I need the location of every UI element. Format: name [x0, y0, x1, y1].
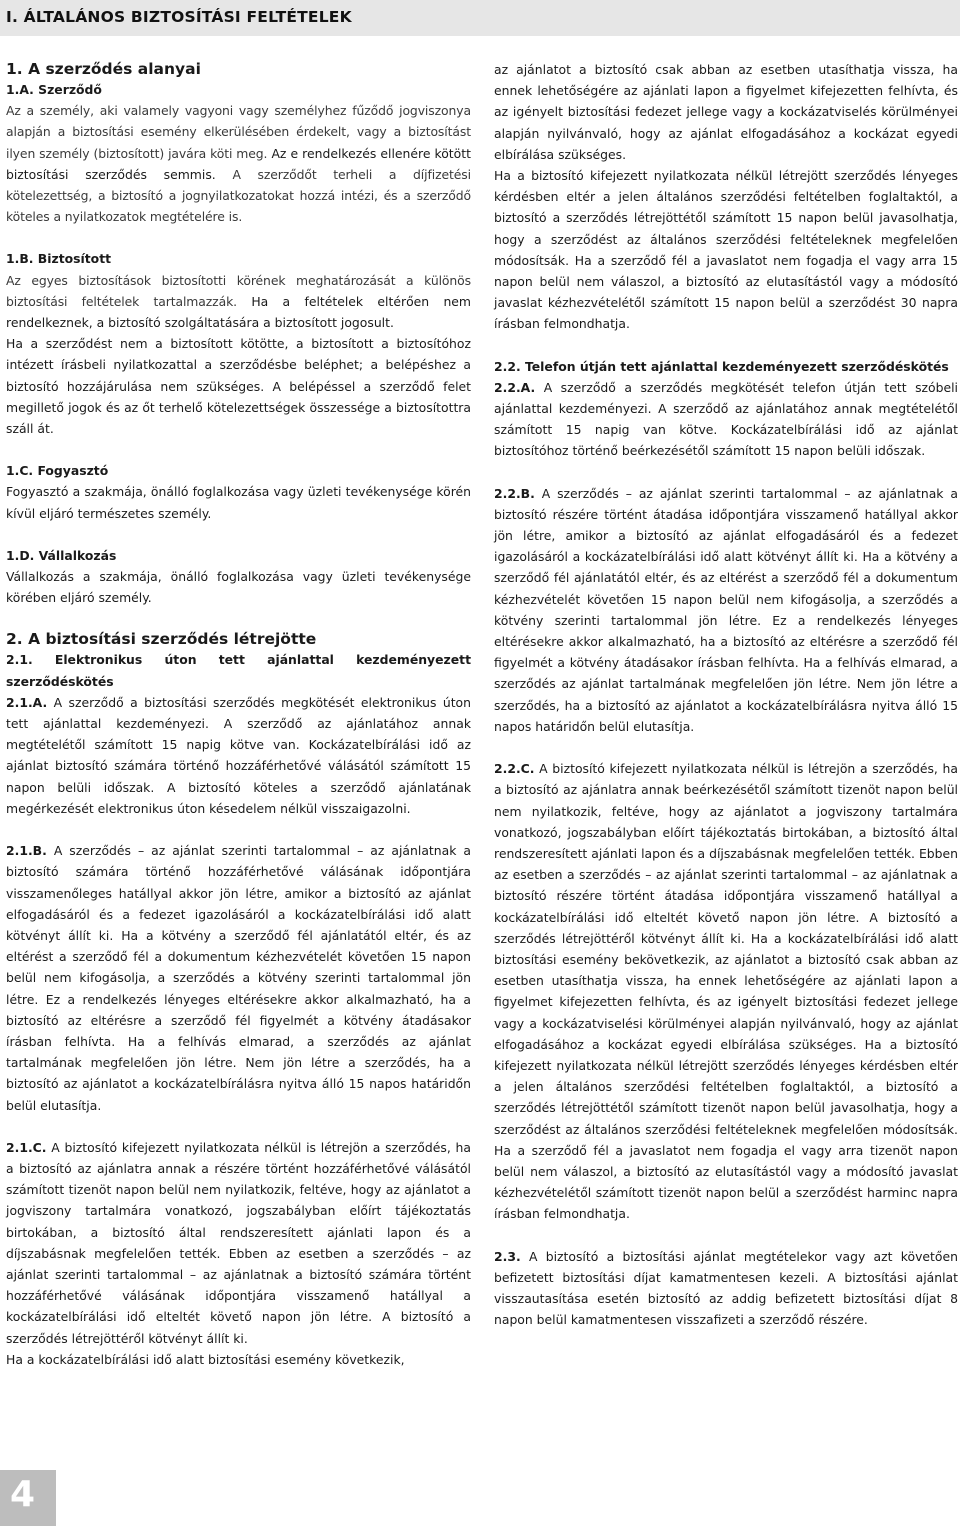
- heading-1d: 1.D. Vállalkozás: [6, 547, 117, 563]
- heading-2: 2. A biztosítási szerződés létrejötte: [6, 630, 317, 649]
- paragraph-2-3: 2.3. A biztosító a biztosítási ajánlat megtételekor vagy azt követően befizetett biztosítási díjat kamatmentesen kezeli. A biztosítási ajánlat visszautasítása esetén biztosító az addig befizetett biztosítási díjat 8 napon belül kamatmentesen visszafizeti a szerződő részére.: [494, 1248, 958, 1328]
- heading-1a: 1.A. Szerződő: [6, 82, 102, 97]
- paragraph-1b-2: Ha a szerződést nem a biztosított kötötte, a biztosított a biztosítóhoz intézett írásbeli nyilatkozattal a szerződésbe beléphet; a belépéshez a biztosító hozzájárulása nem szükséges. A belépéssel a szerződő felet megillető jogok és az őt terhelő kötelezettségek összessége a biztosítottra száll át.: [6, 336, 471, 437]
- paragraph-1c: Fogyasztó a szakmája, önálló foglalkozása vagy üzleti tevékenysége körén kívül eljáró természetes személy.: [6, 484, 471, 521]
- heading-2-2: 2.2. Telefon útján tett ajánlattal kezdeményezett szerződéskötés: [494, 358, 949, 374]
- page-number: 4: [10, 1474, 36, 1515]
- paragraph-2-1-c: 2.1.C. A biztosító kifejezett nyilatkozata nélkül is létrejön a szerződés, ha a biztosító az ajánlatra annak a részére történt hozzáférhetővé válásától számított tizenöt napon belül nem nyilatkozik, feltéve, hogy az ajánlatot a jogviszony tartalmára vonatkozó, jogszabályban előírt tájékoztatás birtokában, a biztosító által rendszeresített ajánlati lapon és a díjszabásnak megfelelően tették. Ebben az esetben a szerződés – az ajánlat szerinti tartalommal – az ajánlatnak a biztosító számára történt hozzáférhetővé válásának időpontjára visszamenő hatállyal a kockázatelbírálási idő elteltét követő napon jön létre. A biztosító a szerződés létrejöttéről kötvényt állít ki.: [6, 1139, 471, 1346]
- paragraph-2-2-a: 2.2.A. A szerződő a szerződés megkötését telefon útján tett szóbeli ajánlattal kezdeményezi. A szerződő az ajánlatához annak megtételétől számított 15 napig van kötve. Kockázatelbírálási idő az ajánlat biztosítóhoz történő beérkezésétől számított 15 napon belüli időszak.: [494, 379, 958, 459]
- heading-2-1: 2.1. Elektronikus úton tett ajánlattal kezdeményezett szerződéskötés: [6, 652, 471, 689]
- paragraph-2-1-a: 2.1.A. A szerződő a biztosítási szerződés megkötését elektronikus úton tett ajánlattal kezdeményezi. A szerződő az ajánlatához annak megtételétől számított 15 napig kötve van. Kockázatelbírálási idő az ajánlat biztosító számára történő hozzáférhetővé válásától számított 15 napon belüli időszak. A biztosító köteles a szerződő ajánlatának megérkezését elektronikus úton késedelem nélkül visszaigazolni.: [6, 694, 471, 816]
- paragraph-2-2-c: 2.2.C. A biztosító kifejezett nyilatkozata nélkül is létrejön a szerződés, ha a biztosító az ajánlatra annak beérkezésétől számított tizenöt napon belül nem nyilatkozik, feltéve, hogy az ajánlatot a jogviszony tartalmára vonatkozó, jogszabályban előírt tájékoztatás birtokában, a biztosító által rendszeresített ajánlati lapon és a díjszabásnak megfelelően tették. Ebben az esetben a szerződés – az ajánlat szerinti tartalommal – az ajánlatnak a biztosító részére történt átadása időpontjára visszamenő hatállyal a kockázatelbírálási idő elteltét követő napon jön létre. A biztosító a szerződés létrejöttéről kötvényt állít ki. Ha a kockázatelbírálási idő alatt biztosítási esemény bekövetkezik, az ajánlatot a biztosító csak abban az esetben utasíthatja vissza, ha ennek lehetőségére az ajánlati lapon a figyelmet kifejezetten felhívta, és az igényelt biztosítási fedezet jellege vagy a kockázatviselési körülményei alapján nyilvánvaló, hogy az ajánlat elfogadásához a kockázat egyedi elbírálása szükséges. Ha a biztosító kifejezett nyilatkozata nélkül létrejött szerződés lényeges kérdésben eltér a jelen általános szerződési feltételben foglaltaktól, a biztosító a szerződés létrejöttétől számított tizenöt napon belül javasolhatja, hogy a szerződést az általános szerződési feltételeknek megfelelően módosítsák. Ha a szerződő fél a javaslatot nem fogadja el vagy arra tizenöt napon belül nem válaszol, a biztosító az elutasítástól vagy a módosító javaslat kézhezvételétől számított tizenöt napon belül a szerződést harminc napra írásban felmondhatja.: [494, 761, 958, 1222]
- paragraph-2-1-b: 2.1.B. A szerződés – az ajánlat szerinti tartalommal – az ajánlatnak a biztosító számára történő hozzáférhetővé válásának időpontjára visszamenőleges hatállyal akkor jön létre, amikor a biztosító az ajánlat elfogadásáról és a fedezet igazolásáról a kockázatelbírálási idő alatt kötvényt állít ki. Ha a kötvény a szerződő fél ajánlatától eltér, és az eltérést a szerződő fél a dokumentum kézhezvételét követően 15 napon belül nem kifogásolja, a szerződés a kötvény szerinti tartalommal jön létre. Ez a rendelkezés lényeges eltérésekre akkor alkalmazható, ha a biztosító az eltérésre a szerződő fél figyelmét a kötvény átadásakor írásban felhívta. Ha a felhívás elmarad, a szerződés az ajánlat tartalmának megfelelően jön létre. Nem jön létre a szerződés, ha a biztosító az ajánlatot a kockázatelbírálásra nyitva álló 15 napos határidőn belül elutasítja.: [6, 843, 471, 1113]
- paragraph-2-2-b: 2.2.B. A szerződés – az ajánlat szerinti tartalommal – az ajánlatnak a biztosító részére történt átadása időpontjára visszamenő hatállyal akkor jön létre, amikor a biztosító az ajánlat elfogadásáról és a fedezet igazolásáról a kockázatelbírálási idő alatt kötvényt állít ki. Ha a kötvény a szerződő fél ajánlatától eltér, és az eltérést a szerződő fél a dokumentum kézhezvételét követően 15 napon belül nem kifogásolja, a szerződés a kötvény szerinti tartalommal jön létre. Ez a rendelkezés lényeges eltérésekre akkor alkalmazható, ha a biztosító az eltérésre a szerződő fél figyelmét a kötvény átadásakor írásban felhívta. Ha a felhívás elmarad, a szerződés az ajánlat tartalmának megfelelően jön létre. Nem jön létre a szerződés, ha a biztosító az ajánlatot a kockázatelbírálásra nyitva álló 15 napos határidőn belül elutasítja.: [494, 485, 958, 734]
- paragraph-1b: Az egyes biztosítások biztosítotti körének meghatározását a különös biztosítási feltételek tartalmazzák. Ha a feltételek eltérően nem rendelkeznek, a biztosító szolgáltatására a biztosított jogosult.: [6, 272, 471, 331]
- paragraph-continued: az ajánlatot a biztosító csak abban az esetben utasíthatja vissza, ha ennek lehetőségére az ajánlati lapon a figyelmet kifejezetten felhívta, és az igényelt biztosítási fedezet jellege vagy a kockázatviselés körülményei alapján nyilvánvaló, hogy az ajánlat elfogadásához a kockázat egyedi elbírálása szükséges.: [494, 62, 958, 162]
- section-header-bar: [0, 0, 960, 36]
- section-title: I. ÁLTALÁNOS BIZTOSÍTÁSI FELTÉTELEK: [6, 8, 352, 26]
- paragraph-1a: Az a személy, aki valamely vagyoni vagy személyhez fűződő jogviszonya alapján a biztosítási esemény elkerülésében érdekelt, vagy a biztosítást ilyen személy (biztosított) javára köti meg. Az e rendelkezés ellenére kötött biztosítási szerződés semmis. A szerződőt terheli a díjfizetési kötelezettség, a biztosító a jognyilatkozatokat hozzá intézi, és a szerződő köteles a nyilatkozatok megtételére is.: [6, 103, 471, 225]
- page-number-badge: [0, 1470, 56, 1526]
- heading-1b: 1.B. Biztosított: [6, 251, 112, 267]
- paragraph-1d: Vállalkozás a szakmája, önálló foglalkozása vagy üzleti tevékenysége körében eljáró személy.: [6, 569, 471, 606]
- paragraph-modification: Ha a biztosító kifejezett nyilatkozata nélkül létrejött szerződés lényeges kérdésben eltér a jelen általános szerződési feltételben foglaltaktól, a biztosító a szerződés létrejöttétől számított 15 napon belül javasolhatja, hogy a szerződést az általános szerződési feltételeknek megfelelően módosítsák. Ha a szerződő fél a javaslatot nem fogadja el vagy arra 15 napon belül nem válaszol, a biztosító az elutasítástól vagy a módosító javaslat kézhezvételétől számított 15 napon belül a szerződést 30 napra írásban felmondhatja.: [494, 168, 958, 332]
- paragraph-2-1-c-2: Ha a kockázatelbírálási idő alatt biztosítási esemény következik,: [6, 1351, 405, 1367]
- right-column: [494, 59, 958, 1330]
- left-column: [6, 59, 471, 1370]
- heading-1: 1. A szerződés alanyai: [6, 60, 201, 78]
- heading-1c: 1.C. Fogyasztó: [6, 463, 109, 479]
